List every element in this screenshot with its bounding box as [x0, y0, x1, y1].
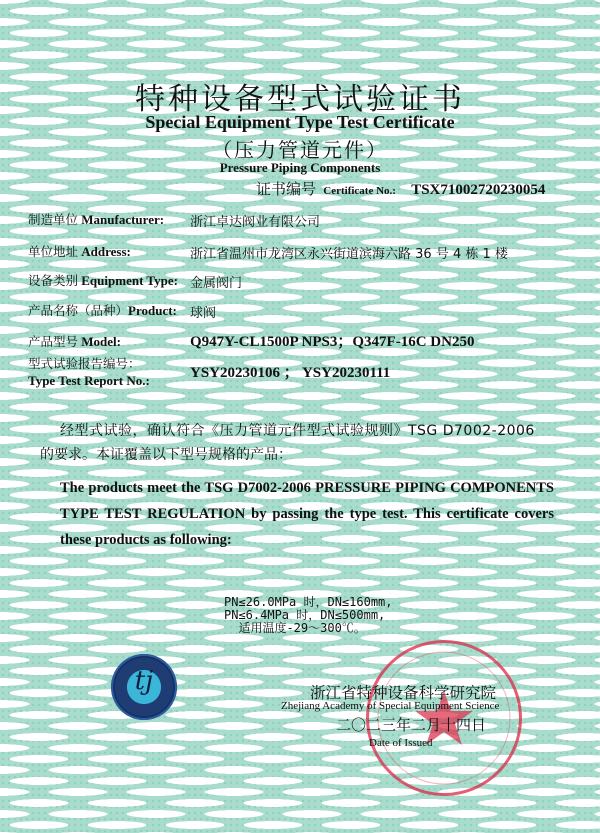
hologram-seal-icon [111, 654, 177, 720]
model-label: 产品型号 Model: [28, 334, 121, 349]
address-value: 浙江省温州市龙湾区永兴街道滨海六路 36 号 4 栋 1 楼 [190, 247, 508, 262]
title-english: Special Equipment Type Test Certificate [145, 112, 455, 132]
certificate-number-row [256, 178, 545, 199]
equipment-type-value: 金属阀门 [190, 276, 243, 291]
certificate-number-value: TSX71002720230054 [411, 182, 546, 198]
certificate-number-label-cn: 证书编号 [256, 180, 317, 198]
manufacturer-label: 制造单位 Manufacturer: [28, 212, 165, 227]
hologram-logo: tj [134, 666, 154, 696]
manufacturer-value: 浙江卓达阀业有限公司 [190, 215, 321, 230]
statement-chinese-line1: 经型式试验，确认符合《压力管道元件型式试验规则》TSG D7002-2006 [60, 423, 535, 439]
issuer-name-english: Zhejiang Academy of Special Equipment Science [281, 700, 500, 712]
issue-date-label: Date of Issued [369, 737, 433, 749]
statement-english: The products meet the TSG D7002-2006 PRESSURE PIPING COMPONENTS TYPE TEST REGULATION by passing the type test. This certificate covers these products as following: [60, 480, 554, 548]
subtitle-chinese: （压力管道元件） [212, 138, 388, 162]
title-chinese: 特种设备型式试验证书 [135, 82, 465, 117]
spec-line: PN≤6.4MPa 时，DN≤500mm, [224, 608, 386, 622]
product-specifications [224, 596, 393, 635]
issuer-name-chinese: 浙江省特种设备科学研究院 [310, 684, 497, 702]
product-label: 产品名称（品种）Product: [28, 303, 177, 318]
subtitle-english: Pressure Piping Components [219, 160, 381, 175]
equipment-type-label: 设备类别 Equipment Type: [28, 273, 178, 288]
certificate-number-label-en: Certificate No.: [323, 185, 396, 197]
report-number-label: 型式试验报告编号： Type Test Report No.: [28, 356, 150, 388]
statement-chinese-line2: 的要求。本证覆盖以下型号规格的产品： [40, 447, 292, 463]
spec-line: PN≤26.0MPa 时，DN≤160mm, [224, 595, 393, 609]
spec-line: 适用温度-29～300℃。 [224, 621, 366, 635]
issue-date: 二〇二三年二月十四日 [336, 716, 487, 734]
model-value: Q947Y-CL1500P NPS3；Q347F-16C DN250 [190, 334, 475, 350]
report-number-value: YSY20230106 ； YSY20230111 [190, 365, 391, 381]
address-label: 单位地址 Address: [28, 244, 131, 259]
product-value: 球阀 [190, 306, 217, 321]
